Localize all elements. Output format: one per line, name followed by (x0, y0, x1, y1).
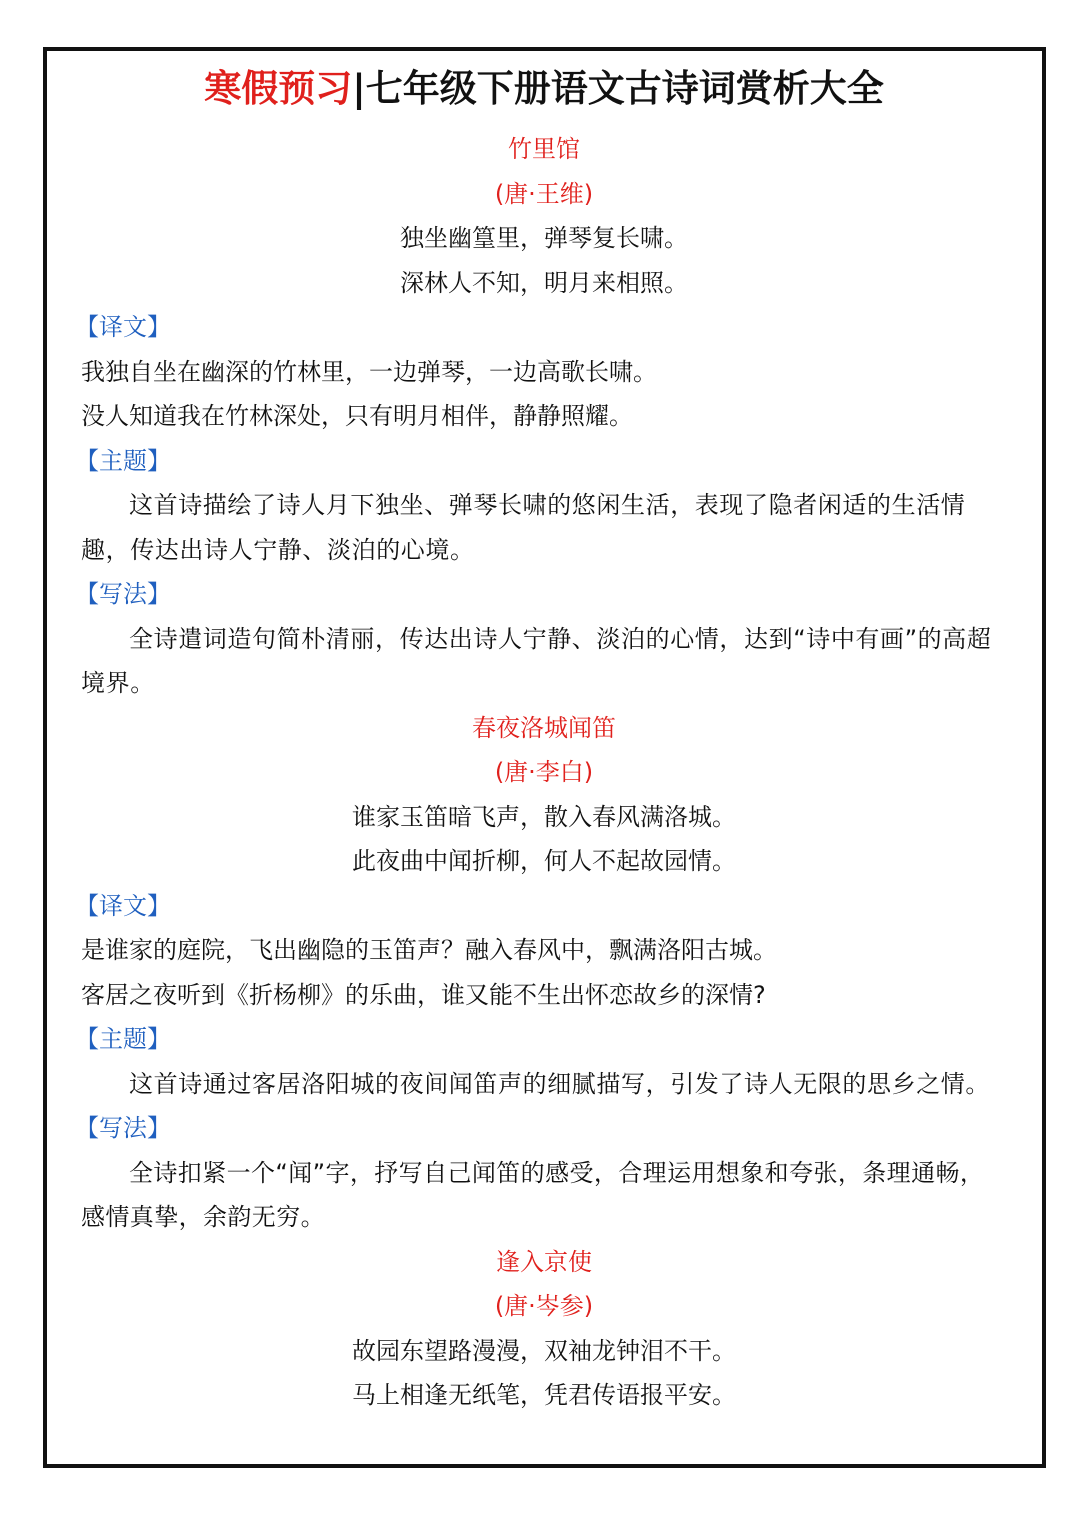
translation-line: 没人知道我在竹林深处，只有明月相伴，静静照耀。 (81, 402, 633, 430)
translation-label: 【译文】 (75, 313, 171, 341)
technique-text: 全诗扣紧一个“闻”字，抒写自己闻笛的感受，合理运用想象和夸张，条理通畅，感情真挚，余韵无穷。 (81, 1158, 985, 1231)
document-content (75, 65, 1007, 1418)
poem-author: (唐·岑参) (494, 1292, 594, 1320)
poem-line: 谁家玉笛暗飞声，散入春风满洛城。 (352, 802, 736, 831)
technique-label: 【写法】 (75, 1114, 171, 1142)
poem-title: 春夜洛城闻笛 (472, 713, 616, 742)
translation-label: 【译文】 (75, 891, 171, 920)
poem-line: 此夜曲中闻折柳，何人不起故园情。 (352, 847, 736, 875)
title-main: 七年级下册语文古诗词赏析大全 (365, 67, 884, 110)
theme-label: 【主题】 (75, 446, 171, 475)
technique-label: 【写法】 (75, 580, 171, 608)
theme-label: 【主题】 (75, 1025, 171, 1053)
translation-line: 客居之夜听到《折杨柳》的乐曲，谁又能不生出怀恋故乡的深情? (81, 980, 766, 1009)
title-separator: | (352, 67, 366, 110)
theme-text: 这首诗描绘了诗人月下独坐、弹琴长啸的悠闲生活，表现了隐者闲适的生活情趣，传达出诗人宁静、淡泊的心境。 (81, 491, 966, 564)
technique-text: 全诗遣词造句简朴清丽，传达出诗人宁静、淡泊的心情，达到“诗中有画”的高超境界。 (81, 624, 992, 697)
poem-section-3 (81, 1240, 1007, 1418)
poem-title: 竹里馆 (508, 135, 580, 163)
page-frame (43, 47, 1046, 1468)
poem-section-1 (75, 127, 1007, 706)
page-title (81, 65, 1007, 113)
translation-line: 我独自坐在幽深的竹林里，一边弹琴，一边高歌长啸。 (81, 357, 657, 386)
poem-author: (唐·王维) (494, 179, 594, 208)
poem-title: 逢入京使 (496, 1247, 592, 1276)
poem-line: 马上相逢无纸笔，凭君传语报平安。 (352, 1381, 736, 1409)
translation-line: 是谁家的庭院，飞出幽隐的玉笛声？融入春风中，飘满洛阳古城。 (81, 936, 777, 964)
poem-line: 故园东望路漫漫，双袖龙钟泪不干。 (352, 1336, 736, 1365)
poem-line: 深林人不知，明月来相照。 (400, 268, 688, 297)
theme-text: 这首诗通过客居洛阳城的夜间闻笛声的细腻描写，引发了诗人无限的思乡之情。 (129, 1069, 990, 1098)
poem-author: (唐·李白) (494, 758, 594, 786)
poem-line: 独坐幽篁里，弹琴复长啸。 (400, 224, 688, 252)
title-highlight: 寒假预习 (204, 67, 353, 110)
poem-section-2 (75, 706, 1007, 1240)
